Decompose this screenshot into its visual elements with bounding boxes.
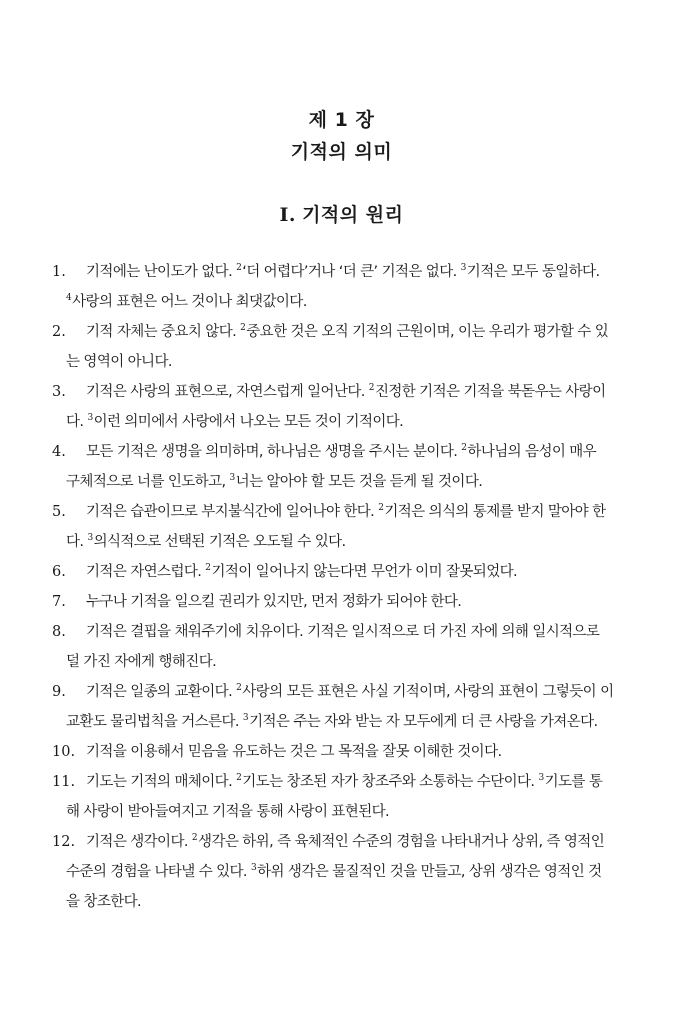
sentence-number: 3: [87, 413, 93, 423]
item-text: [86, 564, 517, 580]
principle-item: [52, 827, 632, 917]
item-text: [86, 444, 596, 460]
item-text: [86, 324, 608, 340]
text-run: 는 영역이 아니다.: [66, 354, 172, 370]
text-run: 기적에는 난이도가 없다.: [86, 264, 237, 280]
sentence-number: 2: [191, 833, 198, 843]
item-text-continuation: [52, 797, 632, 827]
item-number: 12.: [52, 834, 76, 850]
sentence-number: 2: [461, 443, 467, 453]
sentence-number: 3: [229, 473, 235, 483]
text-run: 기적은 자연스럽다.: [86, 564, 206, 580]
principle-item: [52, 737, 632, 767]
item-text-continuation: [52, 347, 632, 377]
item-text: [86, 624, 599, 640]
sentence-number: 3: [538, 773, 544, 783]
section-heading: [0, 200, 683, 227]
principle-item: [52, 437, 632, 497]
text-run: ‘더 어렵다’거나 ‘더 큰’ 기적은 없다.: [242, 264, 461, 280]
item-text: [86, 504, 606, 520]
item-text: [86, 384, 606, 400]
item-number: 11.: [52, 774, 76, 790]
principle-item: [52, 767, 632, 827]
principle-item: [52, 257, 632, 317]
text-run: 해 사랑이 받아들여지고 기적을 통해 사랑이 표현된다.: [66, 804, 390, 820]
text-run: 기적은 의식의 통제를 받지 말아야 한: [384, 504, 606, 520]
text-run: 기적은 일종의 교환이다.: [86, 684, 237, 700]
item-text: [86, 774, 602, 790]
sentence-number: 2: [378, 503, 384, 513]
text-run: 하위 생각은 물질적인 것을 만들고, 상위 생각은 영적인 것: [257, 864, 602, 880]
text-run: 너는 알아야 할 모든 것을 듣게 될 것이다.: [235, 474, 483, 490]
principle-item: [52, 377, 632, 437]
text-run: 진정한 기적은 기적을 북돋우는 사랑이: [374, 384, 606, 400]
text-run: 기적이 일어나지 않는다면 무언가 이미 잘못되었다.: [211, 564, 518, 580]
chapter-number: 제 1 장: [308, 109, 375, 131]
item-number: 2.: [52, 324, 66, 340]
item-text-continuation: [52, 407, 632, 437]
text-run: 사랑의 모든 표현은 사실 기적이며, 사랑의 표현이 그렇듯이 이: [242, 684, 614, 700]
item-text: [86, 594, 461, 610]
item-text: [86, 264, 599, 280]
text-run: 생각은 하위, 즉 육체적인 수준의 경험을 나타내거나 상위, 즉 영적인: [198, 834, 605, 850]
principle-item: [52, 497, 632, 557]
text-run: 을 창조한다.: [66, 894, 142, 910]
item-text-continuation: [52, 887, 632, 917]
sentence-number: 3: [242, 713, 249, 723]
principle-item: [52, 557, 632, 587]
item-text: [86, 684, 614, 700]
section-numeral: I.: [279, 204, 297, 226]
sentence-number: 4: [66, 293, 72, 303]
sentence-number: 3: [250, 863, 257, 873]
text-run: 기적은 생각이다.: [86, 834, 192, 850]
text-run: 사랑의 표현은 어느 것이나 최댓값이다.: [72, 294, 307, 310]
text-run: 기적은 습관이므로 부지불식간에 일어나야 한다.: [86, 504, 379, 520]
text-run: 기적은 사랑의 표현으로, 자연스럽게 일어난다.: [86, 384, 369, 400]
sentence-number: 2: [236, 263, 242, 273]
item-text: [86, 744, 502, 760]
item-number: 6.: [52, 564, 66, 580]
text-run: 기적은 주는 자와 받는 자 모두에게 더 큰 사랑을 가져온다.: [249, 714, 598, 730]
text-run: 하나님의 음성이 매우: [467, 444, 597, 460]
sentence-number: 3: [460, 263, 466, 273]
principle-item: [52, 317, 632, 377]
text-run: 이런 의미에서 사랑에서 나오는 모든 것이 기적이다.: [93, 414, 404, 430]
chapter-title: 기적의 의미: [290, 141, 393, 163]
item-number: 5.: [52, 504, 66, 520]
text-run: 다.: [66, 534, 88, 550]
item-number: 3.: [52, 384, 66, 400]
principles-list: [52, 257, 632, 917]
principle-item: [52, 677, 632, 737]
text-run: 기도는 창조된 자가 창조주와 소통하는 수단이다.: [242, 774, 539, 790]
text-run: 모든 기적은 생명을 의미하며, 하나님은 생명을 주시는 분이다.: [86, 444, 462, 460]
text-run: 기도는 기적의 매체이다.: [86, 774, 237, 790]
text-run: 덜 가진 자에게 행해진다.: [66, 654, 217, 670]
item-number: 10.: [52, 744, 76, 760]
sentence-number: 2: [240, 323, 246, 333]
text-run: 누구나 기적을 일으킬 권리가 있지만, 먼저 정화가 되어야 한다.: [86, 594, 462, 610]
item-text-continuation: [52, 467, 632, 497]
text-run: 기적은 결핍을 채워주기에 치유이다. 기적은 일시적으로 더 가진 자에 의해 일시적으로: [86, 624, 600, 640]
text-run: 의식적으로 선택된 기적은 오도될 수 있다.: [93, 534, 346, 550]
item-text-continuation: [52, 857, 632, 887]
text-run: 다.: [66, 414, 88, 430]
text-run: 기적 자체는 중요치 않다.: [86, 324, 241, 340]
sentence-number: 2: [368, 383, 374, 393]
sentence-number: 3: [87, 533, 93, 543]
text-run: 구체적으로 너를 인도하고,: [66, 474, 230, 490]
item-text: [86, 834, 604, 850]
sentence-number: 2: [236, 683, 242, 693]
item-number: 1.: [52, 264, 66, 280]
item-text-continuation: [52, 647, 632, 677]
text-run: 기적은 모두 동일하다.: [466, 264, 600, 280]
principle-item: [52, 587, 632, 617]
item-number: 7.: [52, 594, 66, 610]
text-run: 기도를 통: [544, 774, 603, 790]
text-run: 수준의 경험을 나타낼 수 있다.: [66, 864, 251, 880]
item-text-continuation: [52, 287, 632, 317]
sentence-number: 2: [236, 773, 242, 783]
text-run: 중요한 것은 오직 기적의 근원이며, 이는 우리가 평가할 수 있: [246, 324, 609, 340]
section-title: 기적의 원리: [302, 204, 404, 226]
item-number: 9.: [52, 684, 66, 700]
item-text-continuation: [52, 707, 632, 737]
text-run: 기적을 이용해서 믿음을 유도하는 것은 그 목적을 잘못 이해한 것이다.: [86, 744, 502, 760]
item-text-continuation: [52, 527, 632, 557]
text-run: 교환도 물리법칙을 거스른다.: [66, 714, 243, 730]
sentence-number: 2: [205, 563, 211, 573]
item-number: 8.: [52, 624, 66, 640]
item-number: 4.: [52, 444, 66, 460]
principle-item: [52, 617, 632, 677]
